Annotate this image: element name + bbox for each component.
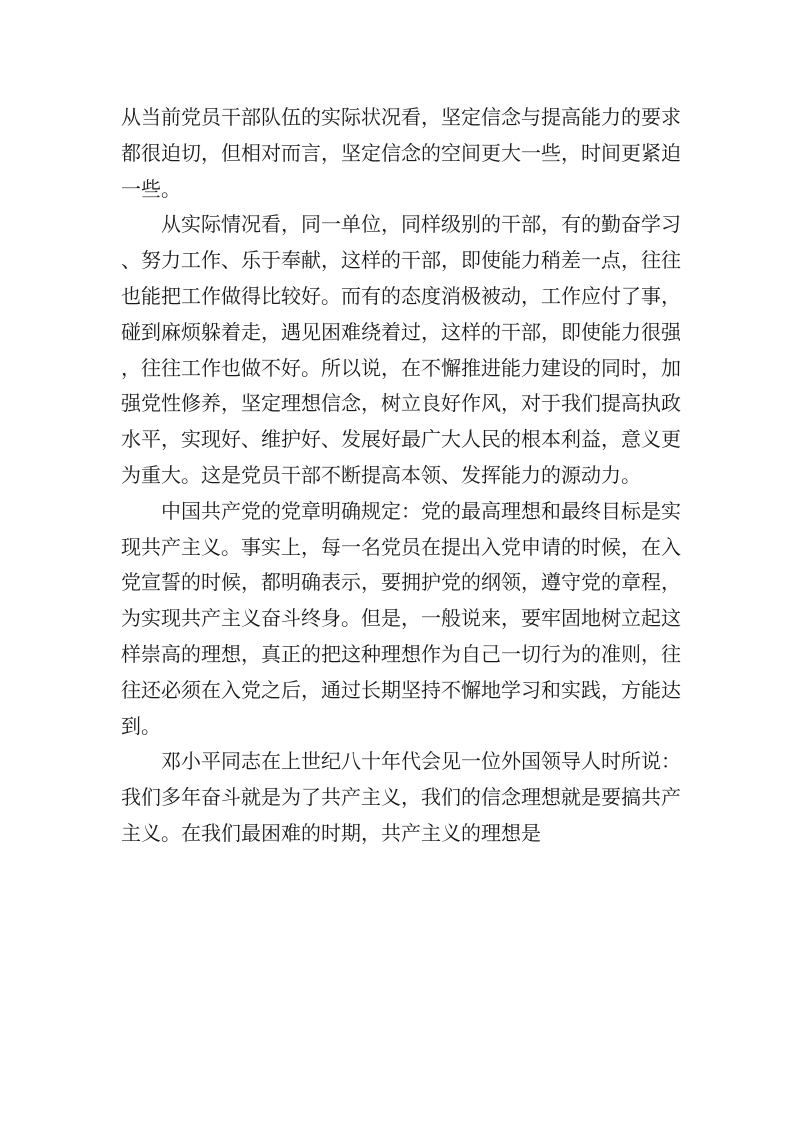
paragraph-1: 从当前党员干部队伍的实际状况看，坚定信念与提高能力的要求都很迫切，但相对而言，坚定信念的空间更大一些，时间更紧迫一些。 [121,105,681,201]
paragraph-3: 中国共产党的党章明确规定：党的最高理想和最终目标是实现共产主义。事实上，每一名党员在提出入党申请的时候，在入党宣誓的时候，都明确表示，要拥护党的纲领，遵守党的章程，为实现共产主义奋斗终身。但是，一般说来，要牢固地树立起这样崇高的理想，真正的把这种理想作为自己一切行为的准则，往往还必须在入党之后，通过长期坚持不懈地学习和实践，方能达到。 [121,498,681,738]
paragraph-2: 从实际情况看，同一单位，同样级别的干部，有的勤奋学习、努力工作、乐于奉献，这样的干部，即使能力稍差一点，往往也能把工作做得比较好。而有的态度消极被动，工作应付了事，碰到麻烦躲着走，遇见困难绕着过，这样的干部，即使能力很强，往往工作也做不好。所以说，在不懈推进能力建设的同时，加强党性修养，坚定理想信念，树立良好作风，对于我们提高执政水平，实现好、维护好、发展好最广大人民的根本利益，意义更为重大。这是党员干部不断提高本领、发挥能力的源动力。 [121,212,681,487]
document-body [121,100,681,852]
paragraph-4: 邓小平同志在上世纪八十年代会见一位外国领导人时所说：我们多年奋斗就是为了共产主义，我们的信念理想就是要搞共产主义。在我们最困难的时期，共产主义的理想是 [121,749,681,845]
